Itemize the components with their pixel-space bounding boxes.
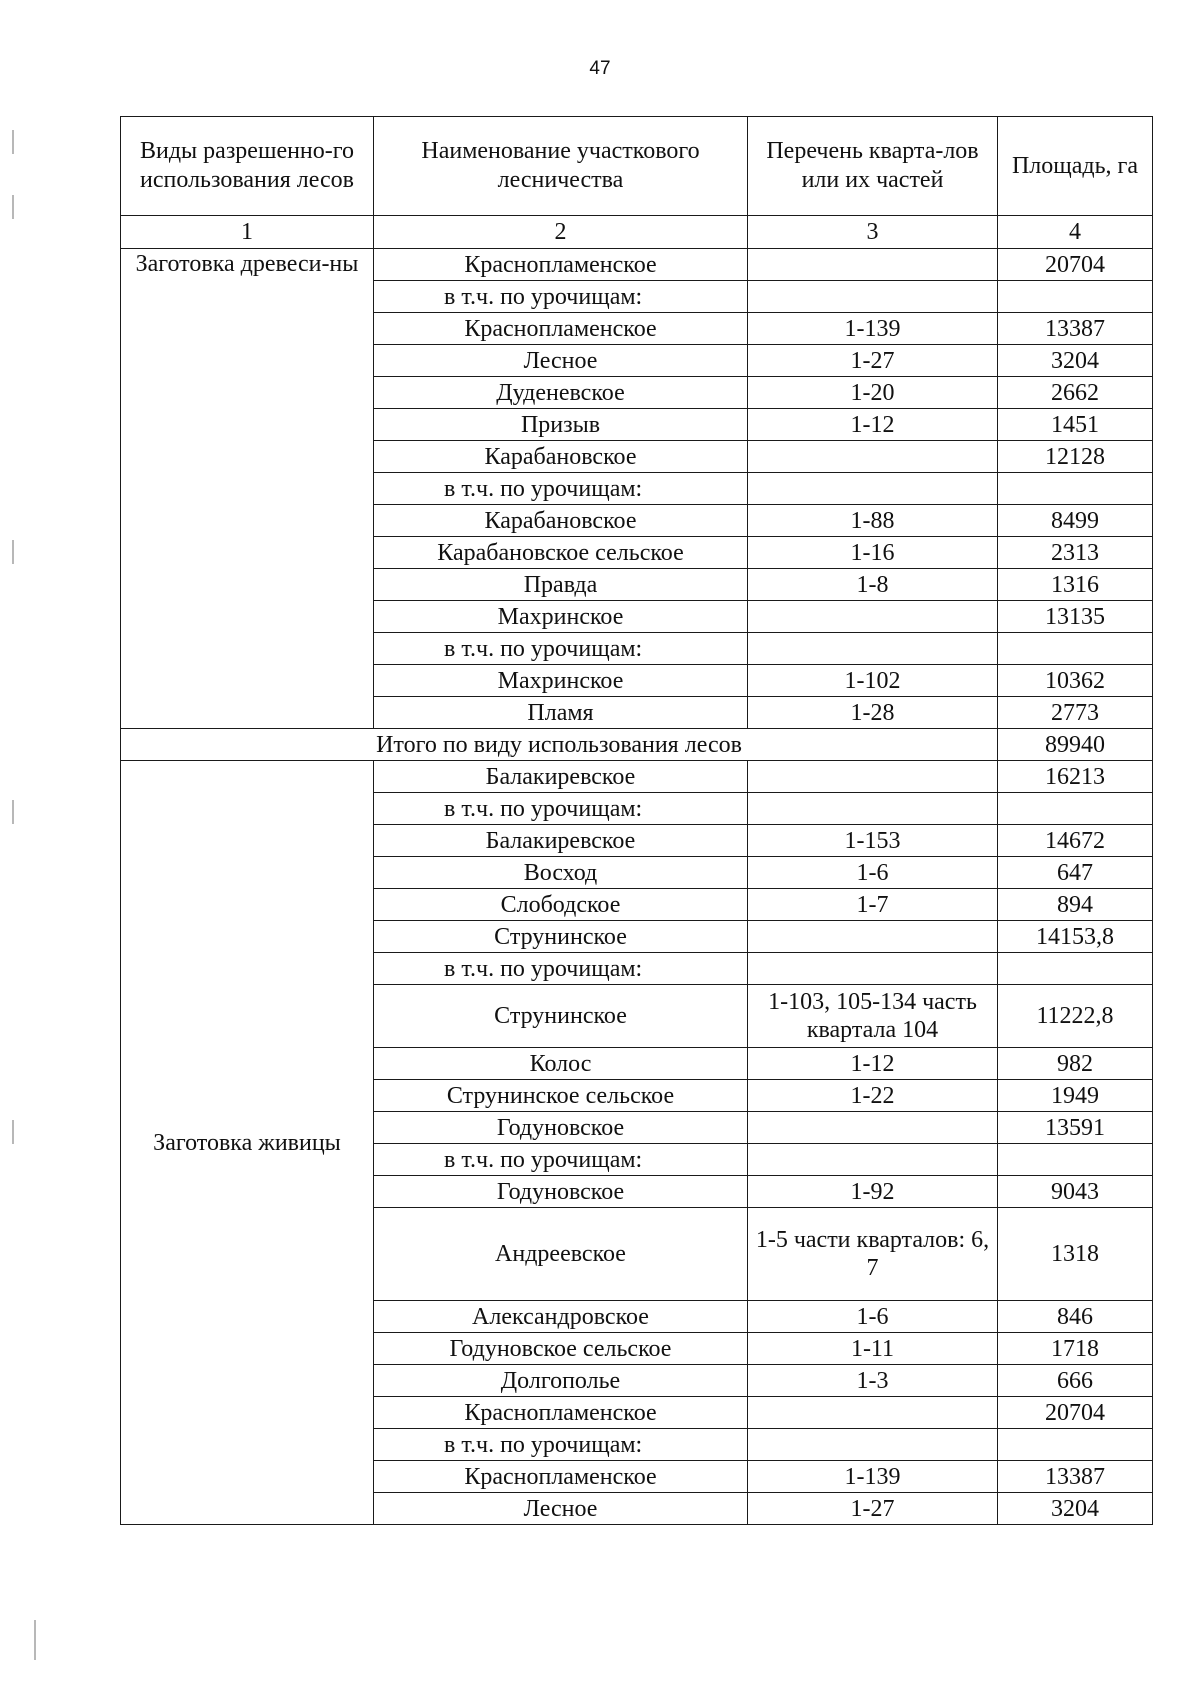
scan-mark <box>12 540 14 564</box>
quarters-cell: 1-22 <box>748 1080 998 1112</box>
quarters-cell: 1-3 <box>748 1365 998 1397</box>
area-cell: 16213 <box>998 761 1153 793</box>
quarters-cell <box>748 249 998 281</box>
scan-mark <box>34 1620 36 1660</box>
page-number: 47 <box>589 58 611 79</box>
area-cell: 13591 <box>998 1112 1153 1144</box>
area-cell: 666 <box>998 1365 1153 1397</box>
area-cell: 13387 <box>998 313 1153 345</box>
quarters-cell <box>748 793 998 825</box>
column-number: 1 <box>121 216 374 249</box>
total-label: Итого по виду использования лесов <box>121 729 998 761</box>
header-area: Площадь, га <box>998 117 1153 216</box>
forestry-name-cell: Пламя <box>374 697 748 729</box>
area-cell <box>998 1429 1153 1461</box>
quarters-cell <box>748 1144 998 1176</box>
area-cell: 8499 <box>998 505 1153 537</box>
quarters-cell: 1-16 <box>748 537 998 569</box>
quarters-cell <box>748 1397 998 1429</box>
forestry-name-cell: Колос <box>374 1048 748 1080</box>
scan-mark <box>12 130 14 154</box>
area-cell: 11222,8 <box>998 985 1153 1048</box>
forestry-name-cell: Правда <box>374 569 748 601</box>
quarters-cell <box>748 1429 998 1461</box>
forestry-name-cell: Годуновское <box>374 1176 748 1208</box>
quarters-cell: 1-139 <box>748 313 998 345</box>
forestry-name-cell: в т.ч. по урочищам: <box>374 1144 748 1176</box>
area-cell: 1318 <box>998 1208 1153 1301</box>
quarters-cell: 1-8 <box>748 569 998 601</box>
table-row <box>121 249 1153 281</box>
forestry-name-cell: Махринское <box>374 601 748 633</box>
use-type-cell: Заготовка живицы <box>121 761 374 1525</box>
area-cell <box>998 473 1153 505</box>
area-cell: 1949 <box>998 1080 1153 1112</box>
forestry-name-cell: Призыв <box>374 409 748 441</box>
forestry-name-cell: Карабановское <box>374 441 748 473</box>
area-cell: 1451 <box>998 409 1153 441</box>
forestry-name-cell: Александровское <box>374 1301 748 1333</box>
quarters-cell: 1-11 <box>748 1333 998 1365</box>
quarters-cell: 1-92 <box>748 1176 998 1208</box>
quarters-cell <box>748 441 998 473</box>
area-cell: 20704 <box>998 249 1153 281</box>
forestry-name-cell: Годуновское <box>374 1112 748 1144</box>
header-forestry-name: Наименование участкового лесничества <box>374 117 748 216</box>
forestry-name-cell: в т.ч. по урочищам: <box>374 1429 748 1461</box>
area-cell: 2773 <box>998 697 1153 729</box>
forestry-name-cell: Балакиревское <box>374 761 748 793</box>
forestry-name-cell: Годуновское сельское <box>374 1333 748 1365</box>
quarters-cell: 1-102 <box>748 665 998 697</box>
quarters-cell <box>748 953 998 985</box>
quarters-cell <box>748 473 998 505</box>
area-cell: 9043 <box>998 1176 1153 1208</box>
forestry-name-cell: Краснопламенское <box>374 249 748 281</box>
forestry-name-cell: Краснопламенское <box>374 1461 748 1493</box>
forestry-name-cell: Краснопламенское <box>374 313 748 345</box>
quarters-cell: 1-27 <box>748 1493 998 1525</box>
area-cell <box>998 633 1153 665</box>
quarters-cell: 1-7 <box>748 889 998 921</box>
column-number: 4 <box>998 216 1153 249</box>
area-cell: 13135 <box>998 601 1153 633</box>
total-area: 89940 <box>998 729 1153 761</box>
forestry-name-cell: Балакиревское <box>374 825 748 857</box>
use-type-cell: Заготовка древеси-ны <box>121 249 374 729</box>
area-cell: 2313 <box>998 537 1153 569</box>
total-row <box>121 729 1153 761</box>
area-cell: 10362 <box>998 665 1153 697</box>
table-row <box>121 761 1153 793</box>
area-cell <box>998 793 1153 825</box>
quarters-cell: 1-139 <box>748 1461 998 1493</box>
quarters-cell <box>748 601 998 633</box>
area-cell <box>998 1144 1153 1176</box>
header-row <box>121 117 1153 216</box>
forestry-name-cell: Долгополье <box>374 1365 748 1397</box>
area-cell: 14672 <box>998 825 1153 857</box>
area-cell <box>998 281 1153 313</box>
quarters-cell: 1-103, 105-134 часть квартала 104 <box>748 985 998 1048</box>
forestry-name-cell: в т.ч. по урочищам: <box>374 793 748 825</box>
quarters-cell <box>748 633 998 665</box>
forestry-name-cell: в т.ч. по урочищам: <box>374 473 748 505</box>
area-cell: 894 <box>998 889 1153 921</box>
quarters-cell: 1-6 <box>748 1301 998 1333</box>
quarters-cell <box>748 761 998 793</box>
forestry-name-cell: Андреевское <box>374 1208 748 1301</box>
forestry-name-cell: Слободское <box>374 889 748 921</box>
forestry-name-cell: Струнинское <box>374 921 748 953</box>
area-cell: 647 <box>998 857 1153 889</box>
forestry-name-cell: Лесное <box>374 345 748 377</box>
forestry-name-cell: Восход <box>374 857 748 889</box>
scan-mark <box>12 800 14 824</box>
forestry-name-cell: Дуденевское <box>374 377 748 409</box>
forestry-name-cell: в т.ч. по урочищам: <box>374 633 748 665</box>
scan-mark <box>12 1120 14 1144</box>
area-cell: 982 <box>998 1048 1153 1080</box>
column-number-row <box>121 216 1153 249</box>
quarters-cell: 1-12 <box>748 1048 998 1080</box>
quarters-cell: 1-88 <box>748 505 998 537</box>
area-cell: 2662 <box>998 377 1153 409</box>
forestry-name-cell: Струнинское <box>374 985 748 1048</box>
quarters-cell: 1-5 части кварталов: 6, 7 <box>748 1208 998 1301</box>
header-use-type: Виды разрешенно-го использования лесов <box>121 117 374 216</box>
quarters-cell: 1-153 <box>748 825 998 857</box>
forestry-name-cell: Махринское <box>374 665 748 697</box>
quarters-cell <box>748 1112 998 1144</box>
forestry-name-cell: Краснопламенское <box>374 1397 748 1429</box>
area-cell: 20704 <box>998 1397 1153 1429</box>
forestry-name-cell: Струнинское сельское <box>374 1080 748 1112</box>
quarters-cell: 1-12 <box>748 409 998 441</box>
quarters-cell: 1-6 <box>748 857 998 889</box>
area-cell: 846 <box>998 1301 1153 1333</box>
scan-mark <box>12 195 14 219</box>
area-cell <box>998 953 1153 985</box>
quarters-cell: 1-20 <box>748 377 998 409</box>
area-cell: 1316 <box>998 569 1153 601</box>
forestry-name-cell: Карабановское <box>374 505 748 537</box>
quarters-cell <box>748 921 998 953</box>
quarters-cell: 1-27 <box>748 345 998 377</box>
quarters-cell: 1-28 <box>748 697 998 729</box>
column-number: 3 <box>748 216 998 249</box>
column-number: 2 <box>374 216 748 249</box>
area-cell: 13387 <box>998 1461 1153 1493</box>
land-use-table <box>120 116 1153 1525</box>
forestry-name-cell: в т.ч. по урочищам: <box>374 281 748 313</box>
area-cell: 1718 <box>998 1333 1153 1365</box>
area-cell: 3204 <box>998 1493 1153 1525</box>
quarters-cell <box>748 281 998 313</box>
forestry-name-cell: в т.ч. по урочищам: <box>374 953 748 985</box>
area-cell: 12128 <box>998 441 1153 473</box>
forestry-name-cell: Лесное <box>374 1493 748 1525</box>
forestry-name-cell: Карабановское сельское <box>374 537 748 569</box>
area-cell: 14153,8 <box>998 921 1153 953</box>
header-quarters: Перечень кварта-лов или их частей <box>748 117 998 216</box>
area-cell: 3204 <box>998 345 1153 377</box>
